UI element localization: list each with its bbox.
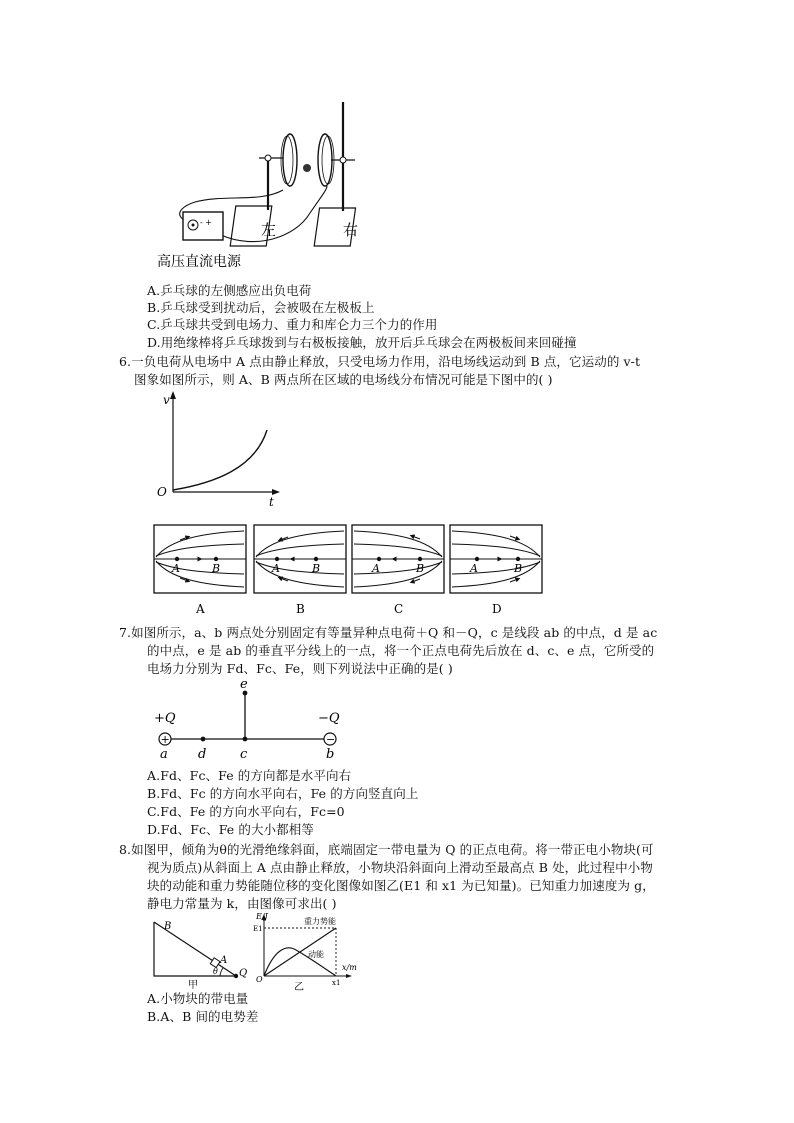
energy-e1-label: E1	[253, 925, 263, 933]
energy-origin-label: O	[256, 975, 263, 984]
q7-stem-line3: 电场力分别为 Fd、Fc、Fe，则下列说法中正确的是( )	[147, 661, 453, 676]
q8-option-a: A.小物块的带电量	[147, 991, 249, 1006]
q5-option-c: C.乒乓球共受到电场力、重力和库仑力三个力的作用	[147, 317, 438, 332]
supply-sign: - +	[200, 218, 212, 227]
incline-figure	[150, 916, 250, 991]
panel-d-point-b: B	[514, 562, 523, 575]
panel-a-point-a: A	[172, 562, 180, 575]
panel-c-point-b: B	[416, 562, 425, 575]
plus-q-label: +Q	[154, 711, 176, 726]
q8-option-b: B.A、B 间的电势差	[147, 1009, 259, 1024]
field-panel-a	[154, 525, 246, 616]
q8-stem-line4: 静电力常量为 k，由图像可求出( )	[147, 896, 337, 911]
apparatus-figure	[155, 98, 375, 273]
vt-origin-label: O	[157, 485, 167, 499]
panel-c-label: C	[394, 602, 404, 616]
q7-stem-line1: 7.如图所示，a、b 两点处分别固定有等量异种点电荷＋Q 和－Q，c 是线段 ab 的中点，d 是 ac	[119, 625, 658, 640]
panel-c-point-a: A	[372, 562, 380, 575]
field-panel-b	[254, 525, 346, 616]
incline-a-label: A	[220, 955, 228, 966]
point-d-label: d	[198, 747, 207, 762]
panel-a-point-b: B	[212, 562, 221, 575]
panel-a-label: A	[196, 602, 205, 616]
incline-caption: 甲	[188, 980, 198, 991]
point-a-label: a	[160, 747, 168, 762]
q7-option-b: B.Fd、Fc 的方向水平向右，Fe 的方向竖直向上	[147, 786, 419, 801]
point-c-label: c	[240, 747, 248, 762]
energy-x1-label: x1	[332, 979, 341, 987]
incline-theta-label: θ	[213, 967, 218, 976]
point-e-label: e	[240, 678, 248, 692]
right-plate-label: 右	[343, 221, 359, 239]
panel-b-point-a: A	[272, 562, 280, 575]
q8-stem-line2: 视为质点)从斜面上 A 点由静止释放，小物块沿斜面向上滑动至最高点 B 处，此过程中小物	[147, 860, 653, 875]
potential-energy-label: 重力势能	[304, 917, 336, 926]
energy-graph	[252, 910, 370, 992]
q7-option-c: C.Fd、Fe 的方向水平向右，Fc=0	[147, 804, 345, 819]
panel-d-label: D	[492, 602, 502, 616]
plus-sign: +	[160, 733, 170, 746]
panel-b-point-b: B	[312, 562, 321, 575]
vt-y-label: v	[163, 393, 170, 407]
q5-option-d: D.用绝缘棒将乒乓球拨到与右极板接触，放开后乒乓球会在两极板间来回碰撞	[147, 335, 577, 350]
q6-stem-line2: 图象如图所示，则 A、B 两点所在区域的电场线分布情况可能是下图中的( )	[134, 372, 553, 387]
q7-option-a: A.Fd、Fc、Fe 的方向都是水平向右	[147, 768, 352, 783]
energy-y-label: E/J	[256, 912, 268, 921]
minus-sign: −	[326, 733, 336, 746]
field-panel-d	[450, 525, 542, 616]
vt-graph	[155, 388, 285, 510]
q8-stem-line1: 8.如图甲，倾角为θ的光滑绝缘斜面，底端固定一带电量为 Q 的正点电荷。将一带正电小物块(可	[119, 842, 654, 857]
incline-b-label: B	[164, 921, 172, 932]
incline-q-label: Q	[239, 968, 248, 979]
field-panel-c	[352, 525, 444, 616]
vt-x-label: t	[269, 495, 274, 509]
q7-option-d: D.Fd、Fc、Fe 的大小都相等	[147, 822, 314, 837]
left-plate-label: 左	[261, 221, 277, 239]
q6-stem-line1: 6.一负电荷从电场中 A 点由静止释放，只受电场力作用，沿电场线运动到 B 点，它运动的 v-t	[119, 354, 641, 369]
energy-caption: 乙	[294, 982, 304, 992]
panel-b-label: B	[296, 602, 305, 616]
minus-q-label: −Q	[318, 711, 340, 726]
panel-d-point-a: A	[470, 562, 478, 575]
q5-option-b: B.乒乓球受到扰动后，会被吸在左极板上	[147, 300, 375, 315]
q7-stem-line2: 的中点，e 是 ab 的垂直平分线上的一点，将一个正点电荷先后放在 d、c、e 点，它所受的	[147, 643, 655, 658]
kinetic-energy-label: 动能	[308, 950, 324, 959]
power-source-caption: 高压直流电源	[157, 254, 241, 270]
field-line-panels	[150, 520, 545, 620]
q8-stem-line3: 块的动能和重力势能随位移的变化图像如图乙(E1 和 x1 为已知量)。已知重力加速度为 g，	[147, 878, 655, 893]
q5-option-a: A.乒乓球的左侧感应出负电荷	[147, 283, 312, 298]
charges-figure	[148, 678, 348, 763]
point-b-label: b	[326, 747, 335, 762]
energy-x-label: x/m	[342, 963, 357, 972]
